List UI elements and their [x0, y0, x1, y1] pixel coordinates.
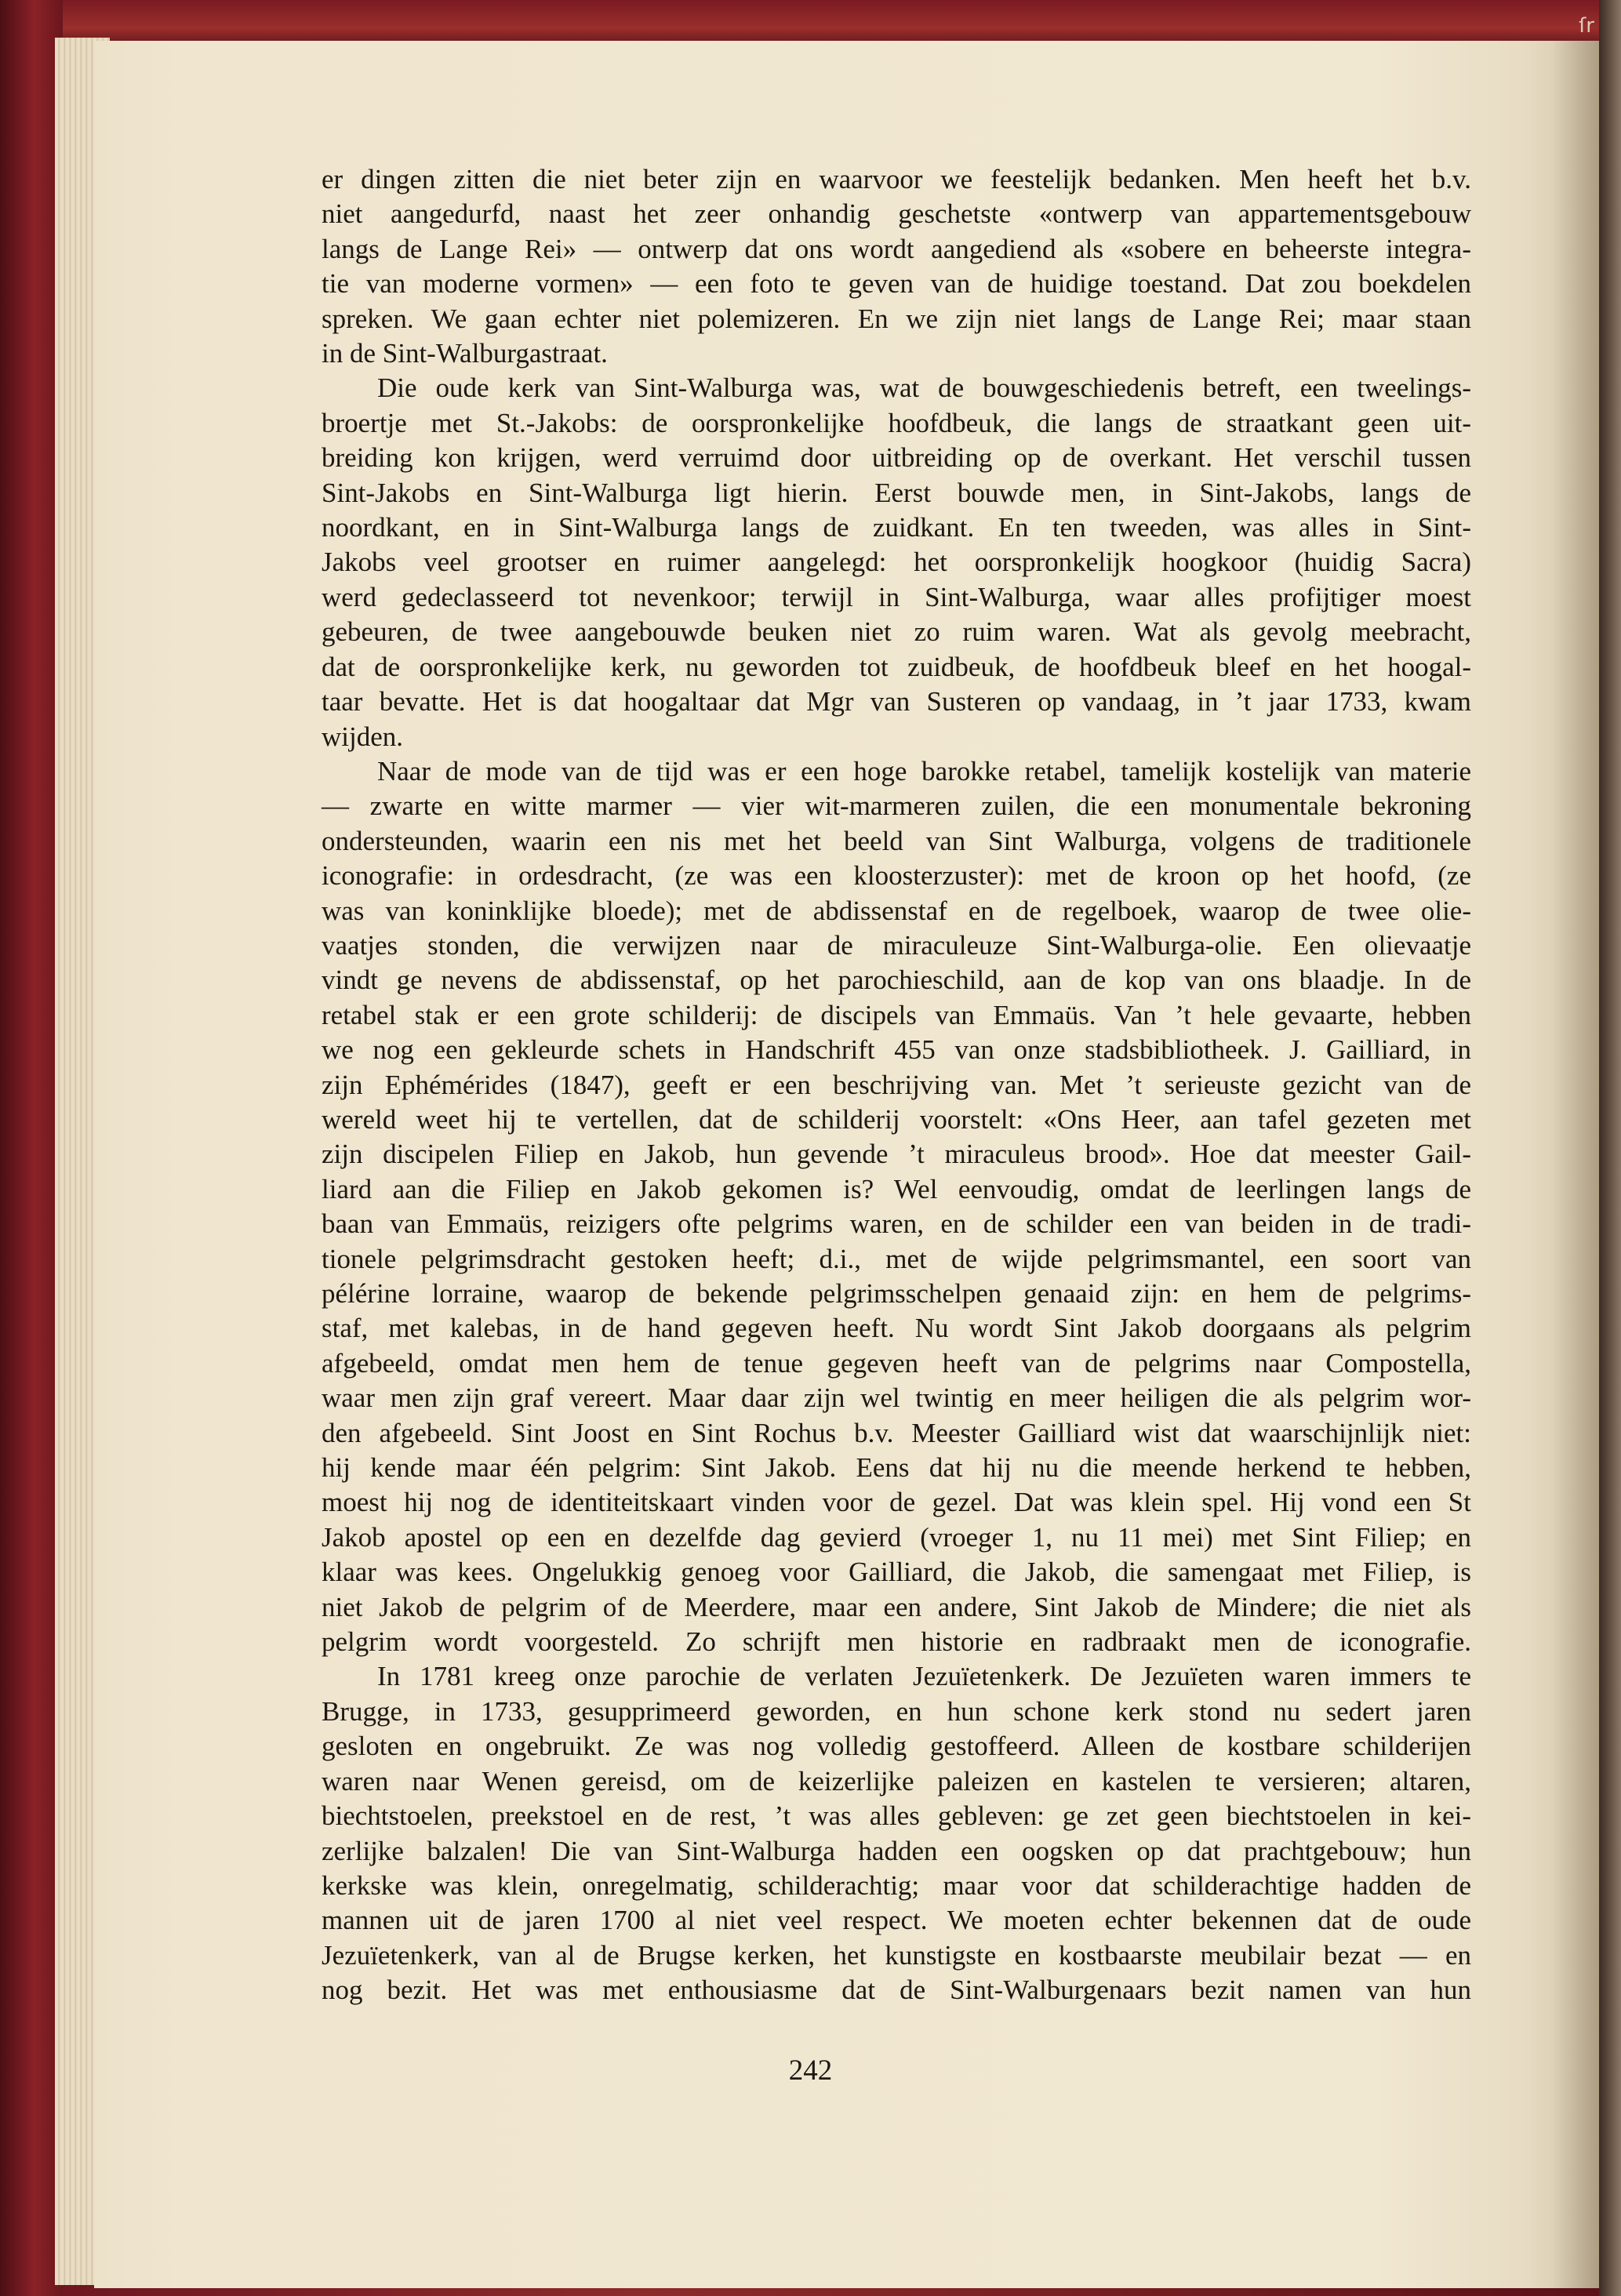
text-line: retabel stak er een grote schilderij: de discipels van Emmaüs. Van ’t hele gevaarte, hebben [322, 999, 1471, 1030]
page-gutter-shadow [1552, 41, 1599, 2288]
text-line: mannen uit de jaren 1700 al niet veel respect. We moeten echter bekennen dat de oude [322, 1905, 1471, 1936]
text-line: staf, met kalebas, in de hand gegeven heeft. Nu wordt Sint Jakob doorgaans als pelgrim [322, 1313, 1471, 1344]
text-line: vaatjes stonden, die verwijzen naar de miraculeuze Sint-Walburga-olie. Een olievaatje [322, 929, 1471, 961]
text-line: was van koninklijke bloede); met de abdissenstaf en de regelboek, waarop de twee olie- [322, 895, 1471, 926]
text-line: den afgebeeld. Sint Joost en Sint Rochus b.v. Meester Gailliard wist dat waarschijnlijk niet: [322, 1417, 1471, 1448]
text-line: niet Jakob de pelgrim of de Meerdere, maar een andere, Sint Jakob de Mindere; die niet als [322, 1591, 1471, 1622]
text-line: Jezuïetenkerk, van al de Brugse kerken, het kunstigste en kostbaarste meubilair bezat — en [322, 1939, 1471, 1971]
text-line: wijden. [322, 721, 404, 752]
text-line: Jakobs veel grootser en ruimer aangelegd: het oorspronkelijk hoogkoor (huidig Sacra) [322, 547, 1471, 578]
text-line: waar men zijn graf vereert. Maar daar zijn wel twintig en meer heiligen die als pelgrim wor- [322, 1382, 1471, 1414]
text-line: in de Sint-Walburgastraat. [322, 338, 608, 369]
text-line: pélérine lorraine, waarop de bekende pelgrimsschelpen genaaid zijn: en hem de pelgrims- [322, 1278, 1471, 1309]
text-line: In 1781 kreeg onze parochie de verlaten Jezuïetenkerk. De Jezuïeten waren immers te [377, 1661, 1471, 1692]
text-line: moest hij nog de identiteitskaart vinden voor de gezel. Dat was klein spel. Hij vond een St [322, 1487, 1471, 1518]
text-line: zerlijke balzalen! Die van Sint-Walburga hadden een oogsken op dat prachtgebouw; hun [322, 1835, 1471, 1866]
text-line: ondersteunden, waarin een nis met het beeld van Sint Walburga, volgens de traditionele [322, 825, 1471, 856]
text-line: hij kende maar één pelgrim: Sint Jakob. Eens dat hij nu die meende herkend te hebben, [322, 1452, 1471, 1484]
text-line: we nog een gekleurde schets in Handschrift 455 van onze stadsbibliotheek. J. Gailliard, in [322, 1034, 1471, 1066]
book-cover-top [0, 0, 1621, 47]
text-line: klaar was kees. Ongelukkig genoeg voor Gailliard, die Jakob, die samengaat met Filiep, is [322, 1557, 1471, 1588]
text-line: gebeuren, de twee aangebouwde beuken niet zo ruim waren. Wat als gevolg meebracht, [322, 616, 1471, 648]
text-line: kerkske was klein, onregelmatig, schilderachtig; maar voor dat schilderachtige hadden de [322, 1869, 1471, 1901]
text-line: Jakob apostel op een en dezelfde dag gevierd (vroeger 1, nu 11 mei) met Sint Filiep; en [322, 1521, 1471, 1553]
text-line: noordkant, en in Sint-Walburga langs de zuidkant. En ten tweeden, was alles in Sint- [322, 512, 1471, 543]
page-number: 242 [788, 2054, 833, 2087]
text-line: zijn Ephémérides (1847), geeft er een beschrijving van. Met ’t serieuste gezicht van de [322, 1069, 1471, 1100]
text-line: tionele pelgrimsdracht gestoken heeft; d.i., met de wijde pelgrimsmantel, een soort van [322, 1243, 1471, 1274]
text-line: — zwarte en witte marmer — vier wit-marmeren zuilen, die een monumentale bekroning [322, 790, 1471, 822]
text-line: baan van Emmaüs, reizigers ofte pelgrims waren, en de schilder een van beiden in de tradi- [322, 1208, 1471, 1240]
text-line: Brugge, in 1733, gesupprimeerd geworden, en hun schone kerk stond nu sedert jaren [322, 1695, 1471, 1727]
text-line: nog bezit. Het was met enthousiasme dat de Sint-Walburgenaars bezit namen van hun [322, 1974, 1471, 2006]
text-line: tie van moderne vormen» — een foto te geven van de huidige toestand. Dat zou boekdelen [322, 268, 1471, 300]
text-line: er dingen zitten die niet beter zijn en waarvoor we feestelijk bedanken. Men heeft het b.v. [322, 164, 1471, 194]
text-line: waren naar Wenen gereisd, om de keizerlijke paleizen en kastelen te versieren; altaren, [322, 1765, 1471, 1796]
text-line: Die oude kerk van Sint-Walburga was, wat de bouwgeschiedenis betreft, een tweelings- [377, 372, 1471, 404]
text-line: Sint-Jakobs en Sint-Walburga ligt hierin. Eerst bouwde men, in Sint-Jakobs, langs de [322, 477, 1471, 508]
body-text [322, 162, 1471, 2008]
text-line: afgebeeld, omdat men hem de tenue gegeven heeft van de pelgrims naar Compostella, [322, 1347, 1471, 1379]
text-line: Naar de mode van de tijd was er een hoge barokke retabel, tamelijk kostelijk van materie [377, 755, 1471, 787]
text-line: liard aan die Filiep en Jakob gekomen is? Wel eenvoudig, omdat de leerlingen langs de [322, 1173, 1471, 1204]
text-line: niet aangedurfd, naast het zeer onhandig geschetste «ontwerp van appartementsgebouw [322, 198, 1471, 230]
text-line: zijn discipelen Filiep en Jakob, hun gevende ’t miraculeus brood». Hoe dat meester Gail- [322, 1139, 1471, 1170]
corner-mark: ſr [1579, 14, 1594, 38]
text-line: taar bevatte. Het is dat hoogaltaar dat Mgr van Susteren op vandaag, in ’t jaar 1733, kwam [322, 686, 1471, 718]
text-line: pelgrim wordt voorgesteld. Zo schrijft men historie en radbraakt men de iconografie. [322, 1626, 1471, 1658]
text-line: vindt ge nevens de abdissenstaf, op het parochieschild, aan de kop van ons blaadje. In de [322, 965, 1471, 996]
book-cover-spine [0, 0, 63, 2296]
text-line: broertje met St.-Jakobs: de oorspronkelijke hoofdbeuk, die langs de straatkant geen uit- [322, 407, 1471, 438]
text-line: dat de oorspronkelijke kerk, nu geworden tot zuidbeuk, de hoofdbeuk bleef en het hoogal- [322, 651, 1471, 682]
text-line: breiding kon krijgen, werd verruimd door uitbreiding op de overkant. Het verschil tussen [322, 442, 1471, 474]
text-line: werd gedeclasseerd tot nevenkoor; terwijl in Sint-Walburga, waar alles profijtiger moest [322, 581, 1471, 612]
text-line: wereld weet hij te vertellen, dat de schilderij voorstelt: «Ons Heer, aan tafel gezeten met [322, 1103, 1471, 1135]
text-line: spreken. We gaan echter niet polemizeren. En we zijn niet langs de Lange Rei; maar staan [322, 303, 1471, 334]
text-line: gesloten en ongebruikt. Ze was nog volledig gestoffeerd. Alleen de kostbare schilderijen [322, 1731, 1471, 1762]
text-line: biechtstoelen, preekstoel en de rest, ’t was alles gebleven: ge zet geen biechtstoelen in kei- [322, 1800, 1471, 1832]
text-line: langs de Lange Rei» — ontwerp dat ons wordt aangediend als «sobere en beheerste integra- [322, 233, 1471, 264]
book-cover-edge [1599, 0, 1621, 2296]
text-line: iconografie: in ordesdracht, (ze was een kloosterzuster): met de kroon op het hoofd, (ze [322, 860, 1471, 892]
